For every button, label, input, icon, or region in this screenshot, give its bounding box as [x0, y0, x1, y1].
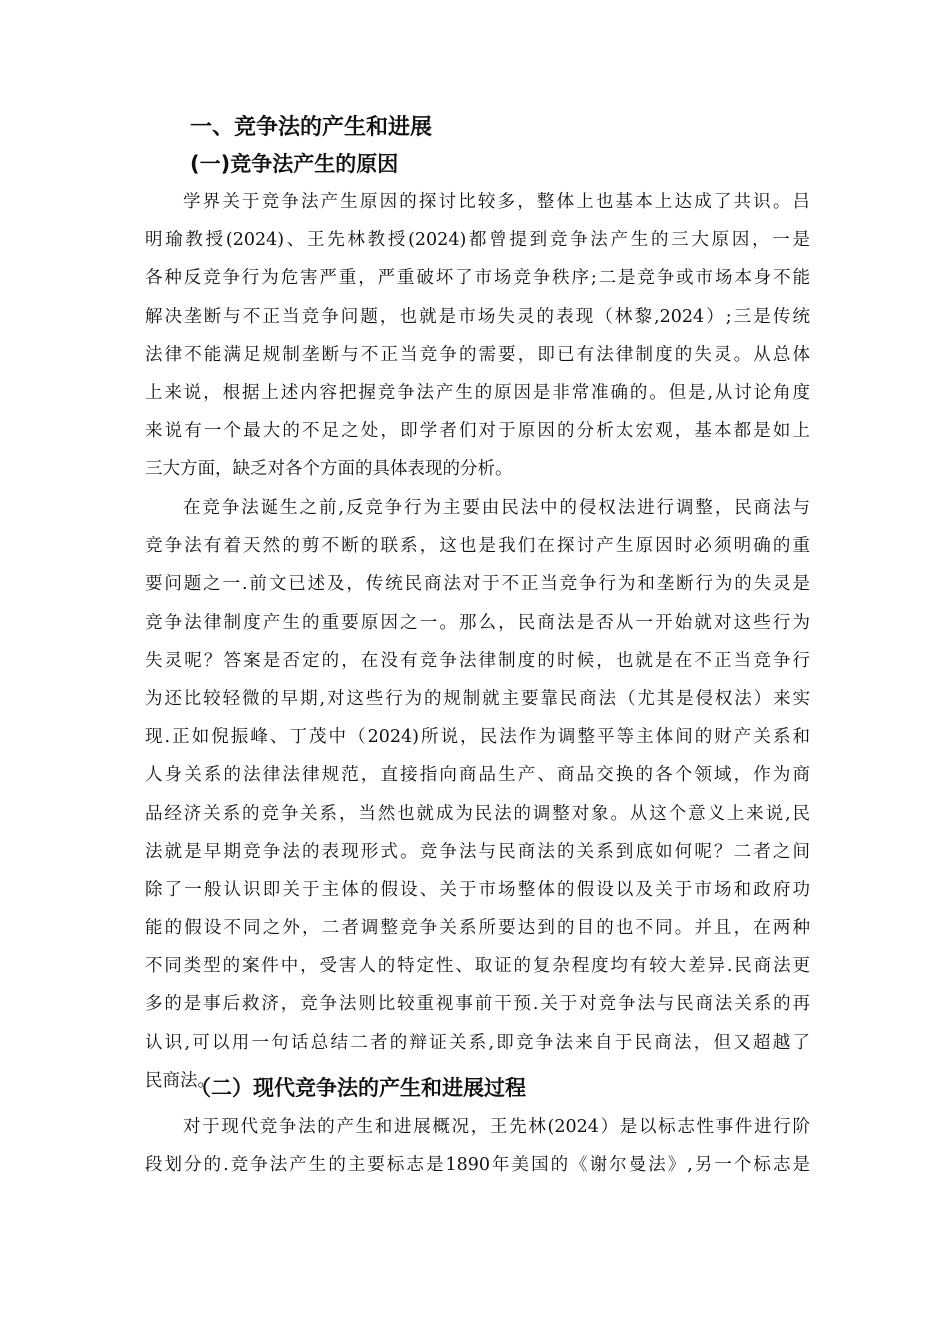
text-line: 法就是早期竞争法的表现形式。竞争法与民商法的关系到底如何呢？二者之间 [145, 841, 810, 862]
text-line: 人身关系的法律法律规范，直接指向商品生产、商品交换的各个领域，作为商 [145, 765, 810, 786]
paragraph-development [145, 1108, 810, 1184]
text-line: 在竞争法诞生之前,反竞争行为主要由民法中的侵权法进行调整，民商法与 [183, 498, 810, 518]
text-line: 要问题之一.前文已述及，传统民商法对于不正当竞争行为和垄断行为的失灵是 [145, 574, 810, 595]
text-line: 为还比较轻微的早期,对这些行为的规制就主要靠民商法（尤其是侵权法）来实 [145, 688, 810, 709]
text-line: 除了一般认识即关于主体的假设、关于市场整体的假设以及关于市场和政府功 [145, 879, 810, 900]
text-line: 能的假设不同之外，二者调整竞争关系所要达到的目的也不同。并且，在两种 [145, 918, 810, 939]
text-line: 多的是事后救济，竞争法则比较重视事前干预.关于对竞争法与民商法关系的再 [145, 994, 810, 1015]
text-line: 认识,可以用一句话总结二者的辩证关系,即竞争法来自于民商法，但又超越了 [145, 1032, 810, 1053]
text-line: 上来说，根据上述内容把握竞争法产生的原因是非常准确的。但是,从讨论角度 [145, 382, 810, 403]
text-line: 品经济关系的竞争关系，当然也就成为民法的调整对象。从这个意义上来说,民 [145, 803, 810, 824]
text-line: 解决垄断与不正当竞争问题，也就是市场失灵的表现（林黎,2024）;三是传统 [145, 306, 810, 327]
paragraph-civil-law-relation [145, 489, 810, 1100]
text-line: 段划分的.竞争法产生的主要标志是1890年美国的《谢尔曼法》,另一个标志是 [145, 1155, 810, 1176]
text-line: 来说有一个最大的不足之处，即学者们对于原因的分析太宏观，基本都是如上 [145, 421, 810, 442]
subsection-heading-development: （二）现代竞争法的产生和进展过程 [190, 1076, 526, 1100]
text-line: 竞争法有着天然的剪不断的联系，这也是我们在探讨产生原因时必须明确的重 [145, 536, 810, 557]
text-line: 三大方面，缺乏对各个方面的具体表现的分析。 [145, 459, 513, 480]
subsection-heading-causes: (一)竞争法产生的原因 [190, 152, 399, 176]
text-line: 学界关于竞争法产生原因的探讨比较多，整体上也基本上达成了共识。吕 [183, 192, 810, 212]
paragraph-causes [145, 183, 810, 489]
text-line: 各种反竞争行为危害严重，严重破坏了市场竞争秩序;二是竞争或市场本身不能 [145, 268, 810, 289]
text-line: 现.正如倪振峰、丁茂中（2024)所说，民法作为调整平等主体间的财产关系和 [145, 727, 810, 748]
text-line: 对于现代竞争法的产生和进展概况，王先林(2024）是以标志性事件进行阶 [183, 1117, 810, 1137]
text-line: 失灵呢？答案是否定的，在没有竞争法律制度的时候，也就是在不正当竞争行 [145, 650, 810, 671]
text-line: 竞争法律制度产生的重要原因之一。那么，民商法是否从一开始就对这些行为 [145, 612, 810, 633]
text-line: 法律不能满足规制垄断与不正当竞争的需要，即已有法律制度的失灵。从总体 [145, 344, 810, 365]
section-heading: 一、竞争法的产生和进展 [190, 115, 433, 140]
text-line: 民商法。 [145, 1070, 215, 1091]
text-line: 明瑜教授(2024)、王先林教授(2024)都曾提到竞争法产生的三大原因，一是 [145, 230, 810, 251]
text-line: 不同类型的案件中，受害人的特定性、取证的复杂程度均有较大差异.民商法更 [145, 956, 810, 977]
